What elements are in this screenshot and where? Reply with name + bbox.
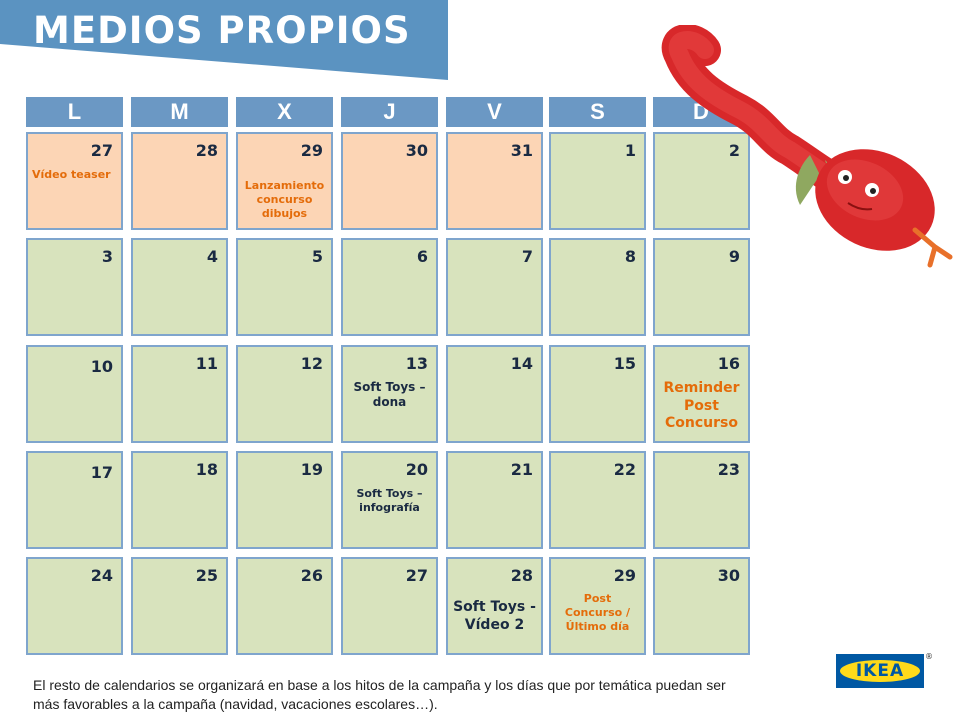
- day-event-note: Reminder Post Concurso: [663, 380, 740, 431]
- calendar-day-cell: [131, 238, 228, 336]
- calendar-day-cell: [131, 557, 228, 655]
- calendar-day-cell: [236, 557, 333, 655]
- day-number: 29: [613, 566, 636, 585]
- weekday-header: D: [653, 97, 749, 127]
- calendar-day-cell: [341, 132, 438, 230]
- day-number: 15: [613, 354, 636, 373]
- calendar-day-cell: [236, 345, 333, 443]
- day-number: 12: [300, 354, 323, 373]
- calendar-day-cell: [341, 451, 438, 549]
- day-number: 14: [510, 354, 533, 373]
- calendar-day-cell: [446, 451, 543, 549]
- day-number: 18: [195, 460, 218, 479]
- day-number: 13: [405, 354, 428, 373]
- day-number: 8: [624, 247, 636, 266]
- day-number: 30: [717, 566, 740, 585]
- day-number: 23: [717, 460, 740, 479]
- calendar-day-cell: [446, 238, 543, 336]
- day-number: 19: [300, 460, 323, 479]
- ikea-logo: [836, 654, 924, 688]
- day-number: 11: [195, 354, 218, 373]
- day-number: 21: [510, 460, 533, 479]
- day-event-note: Soft Toys – infografía: [356, 487, 423, 514]
- logo-text: IKEA: [855, 661, 905, 681]
- day-event-note: Post Concurso /Último día: [564, 592, 631, 633]
- day-number: 2: [728, 141, 740, 160]
- calendar-day-cell: [131, 451, 228, 549]
- calendar-day-cell: [341, 557, 438, 655]
- day-number: 9: [728, 247, 740, 266]
- weekday-header: X: [236, 97, 333, 127]
- day-number: 3: [101, 247, 113, 266]
- day-event-note: Soft Toys - Vídeo 2: [453, 599, 536, 633]
- calendar-day-cell: [131, 132, 228, 230]
- weekday-header: L: [26, 97, 123, 127]
- day-number: 1: [624, 141, 636, 160]
- day-number: 6: [416, 247, 428, 266]
- calendar-day-cell: [549, 557, 646, 655]
- calendar-day-cell: [653, 451, 750, 549]
- day-number: 17: [90, 463, 113, 482]
- day-number: 4: [206, 247, 218, 266]
- day-number: 26: [300, 566, 323, 585]
- calendar-day-cell: [653, 557, 750, 655]
- day-event-note: Vídeo teaser: [32, 168, 111, 181]
- snake-plush-image: [650, 25, 960, 275]
- day-event-note: Lanzamiento concurso dibujos: [244, 179, 325, 220]
- calendar-day-cell: [26, 345, 123, 443]
- day-number: 27: [90, 141, 113, 160]
- calendar-day-cell: [26, 238, 123, 336]
- registered-mark: ®: [925, 652, 933, 661]
- day-number: 7: [521, 247, 533, 266]
- calendar-day-cell: [341, 238, 438, 336]
- calendar-day-cell: [446, 345, 543, 443]
- calendar-day-cell: [131, 345, 228, 443]
- day-number: 24: [90, 566, 113, 585]
- calendar-day-cell: [236, 132, 333, 230]
- calendar-day-cell: [446, 557, 543, 655]
- day-number: 27: [405, 566, 428, 585]
- calendar-day-cell: [549, 345, 646, 443]
- day-number: 25: [195, 566, 218, 585]
- day-number: 28: [510, 566, 533, 585]
- calendar-day-cell: [549, 238, 646, 336]
- day-number: 29: [300, 141, 323, 160]
- day-number: 16: [717, 354, 740, 373]
- day-number: 10: [90, 357, 113, 376]
- page-title: MEDIOS PROPIOS: [33, 9, 411, 52]
- calendar-day-cell: [549, 451, 646, 549]
- weekday-header: V: [446, 97, 543, 127]
- calendar-day-cell: [26, 451, 123, 549]
- calendar-day-cell: [26, 557, 123, 655]
- footer-note: El resto de calendarios se organizará en base a los hitos de la campaña y los días que por temática puedan ser más favorables a la campaña (navidad, vacaciones escolares…).: [33, 677, 726, 712]
- calendar-day-cell: [653, 345, 750, 443]
- calendar-day-cell: [26, 132, 123, 230]
- weekday-header: S: [549, 97, 646, 127]
- calendar-day-cell: [446, 132, 543, 230]
- day-number: 5: [311, 247, 323, 266]
- day-event-note: Soft Toys – dona: [353, 380, 426, 409]
- day-number: 22: [613, 460, 636, 479]
- calendar-day-cell: [549, 132, 646, 230]
- calendar-day-cell: [341, 345, 438, 443]
- day-number: 31: [510, 141, 533, 160]
- weekday-header: M: [131, 97, 228, 127]
- day-number: 20: [405, 460, 428, 479]
- day-number: 30: [405, 141, 428, 160]
- weekday-header: J: [341, 97, 438, 127]
- calendar-day-cell: [236, 451, 333, 549]
- logo-oval: [840, 660, 920, 682]
- calendar-day-cell: [236, 238, 333, 336]
- day-number: 28: [195, 141, 218, 160]
